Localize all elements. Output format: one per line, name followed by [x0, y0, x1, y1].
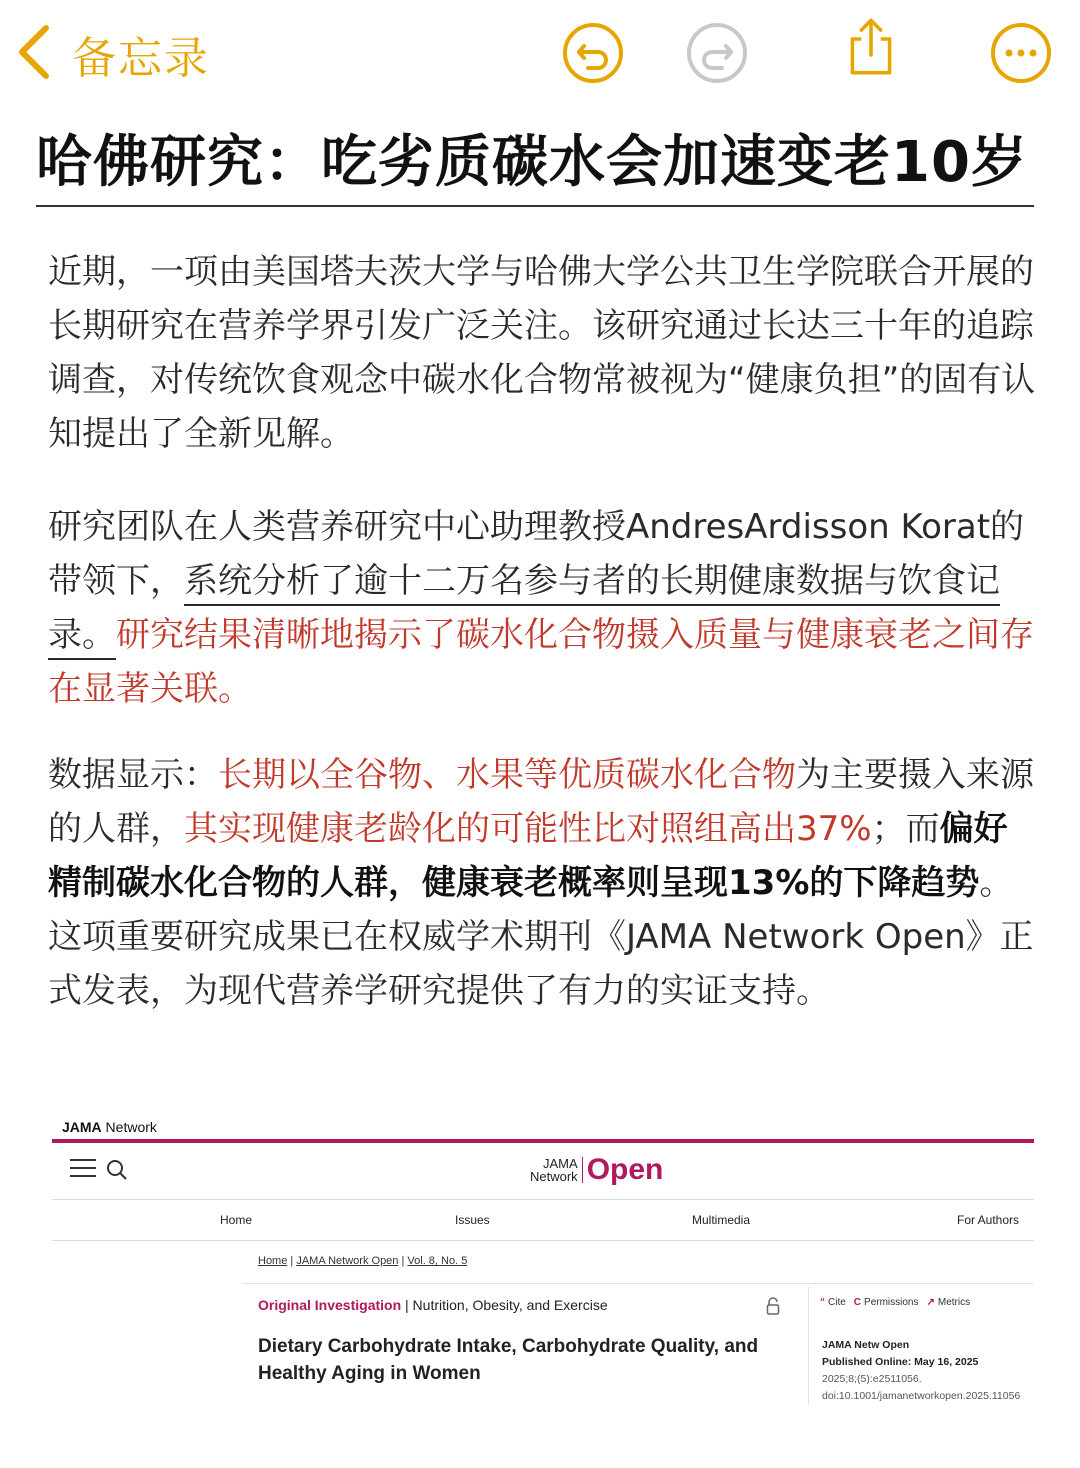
data-lead: 数据显示： [48, 755, 218, 795]
crumb-divider [242, 1283, 1034, 1284]
header-divider [52, 1199, 1034, 1200]
crumb-journal: JAMA Network Open [296, 1255, 399, 1267]
sidebar-divider [808, 1287, 809, 1405]
more-button[interactable] [990, 22, 1052, 84]
underlined-data-analysis: 系统分析了逾十二万名参与者的长期健康数据与饮食记录。 [48, 561, 1000, 655]
hamburger-menu-icon [70, 1159, 96, 1179]
data-text-connector: ；而 [871, 809, 940, 849]
research-team-text: 研究团队在人类营养研究中心助理教授AndresArdisson Korat的带领下， [48, 507, 1025, 601]
highlight-finding: 研究结果清晰地揭示了碳水化合物摄入质量与健康衰老之间存在显著关联。 [48, 615, 1034, 709]
undo-button[interactable] [562, 22, 624, 84]
nav-home: Home [220, 1213, 253, 1227]
brand-rule [52, 1139, 1034, 1143]
share-button[interactable] [840, 16, 902, 78]
breadcrumb: Home | JAMA Network Open | Vol. 8, No. 5 [258, 1255, 468, 1267]
article-title: Dietary Carbohydrate Intake, Carbohydrate Quality, and Healthy Aging in Women [258, 1336, 759, 1384]
search-icon [106, 1159, 128, 1181]
trend-icon: ↗ [926, 1297, 935, 1308]
bold-refined-carbs: 偏好精制碳水化合物的人群，健康衰老概率则呈现13%的下降趋势 [48, 809, 1008, 903]
open-access-lock-icon [766, 1297, 780, 1315]
paragraph-research-team[interactable] [48, 500, 1038, 716]
notes-toolbar [0, 0, 1080, 110]
article-meta: JAMA Netw Open Published Online: May 16, 2025 2025;8;(5):e2511056. doi:10.1001/jamanetworkopen.2025.11056 [822, 1339, 1021, 1402]
share-icon [840, 63, 902, 82]
chevron-left-icon [14, 22, 54, 86]
redo-icon [686, 69, 748, 88]
jama-screenshot-image [52, 1115, 1034, 1405]
jama-network-brand: JAMA Network [62, 1119, 157, 1135]
note-title[interactable]: 哈佛研究：吃劣质碳水会加速变老10岁 [36, 130, 1028, 195]
data-text-source: 为主要摄入来源的人群， [48, 755, 1034, 849]
nav-for-authors: For Authors [957, 1213, 1020, 1227]
nav-multimedia: Multimedia [692, 1213, 751, 1227]
nav-divider [52, 1240, 1034, 1241]
highlight-quality-carbs: 长期以全谷物、水果等优质碳水化合物 [218, 755, 796, 795]
redo-button[interactable] [686, 22, 748, 84]
title-divider [36, 205, 1034, 207]
back-button[interactable] [14, 22, 210, 86]
jama-network-open-logo: JAMA Network Open [530, 1153, 664, 1186]
paragraph-intro[interactable]: 近期，一项由美国塔夫茨大学与哈佛大学公共卫生学院联合开展的长期研究在营养学界引发广泛关注。该研究通过长达三十年的追踪调查，对传统饮食观念中碳水化合物常被视为“健康负担”的固有认知提出了全新见解。 [48, 252, 1036, 454]
crumb-volume: Vol. 8, No. 5 [407, 1255, 468, 1267]
permissions-action: C Permissions [853, 1297, 919, 1308]
crumb-home: Home [258, 1255, 288, 1267]
article-category: Original Investigation | Nutrition, Obesity, and Exercise [258, 1297, 608, 1313]
cite-action: “ Cite [820, 1297, 846, 1308]
data-text-journal: 。这项重要研究成果已在权威学术期刊《JAMA Network Open》正式发表，为现代营养学研究提供了有力的实证支持。 [48, 863, 1034, 1011]
article-actions [820, 1297, 970, 1308]
nav-issues: Issues [455, 1213, 490, 1227]
back-label: 备忘录 [72, 33, 210, 84]
more-icon [990, 69, 1052, 88]
paragraph-data[interactable] [48, 748, 1038, 1018]
metrics-action: ↗ Metrics [926, 1297, 971, 1308]
copyright-icon: C [853, 1297, 862, 1308]
quote-icon: “ [820, 1297, 825, 1308]
undo-icon [562, 69, 624, 88]
highlight-37-percent: 其实现健康老龄化的可能性比对照组高出37% [184, 809, 872, 849]
